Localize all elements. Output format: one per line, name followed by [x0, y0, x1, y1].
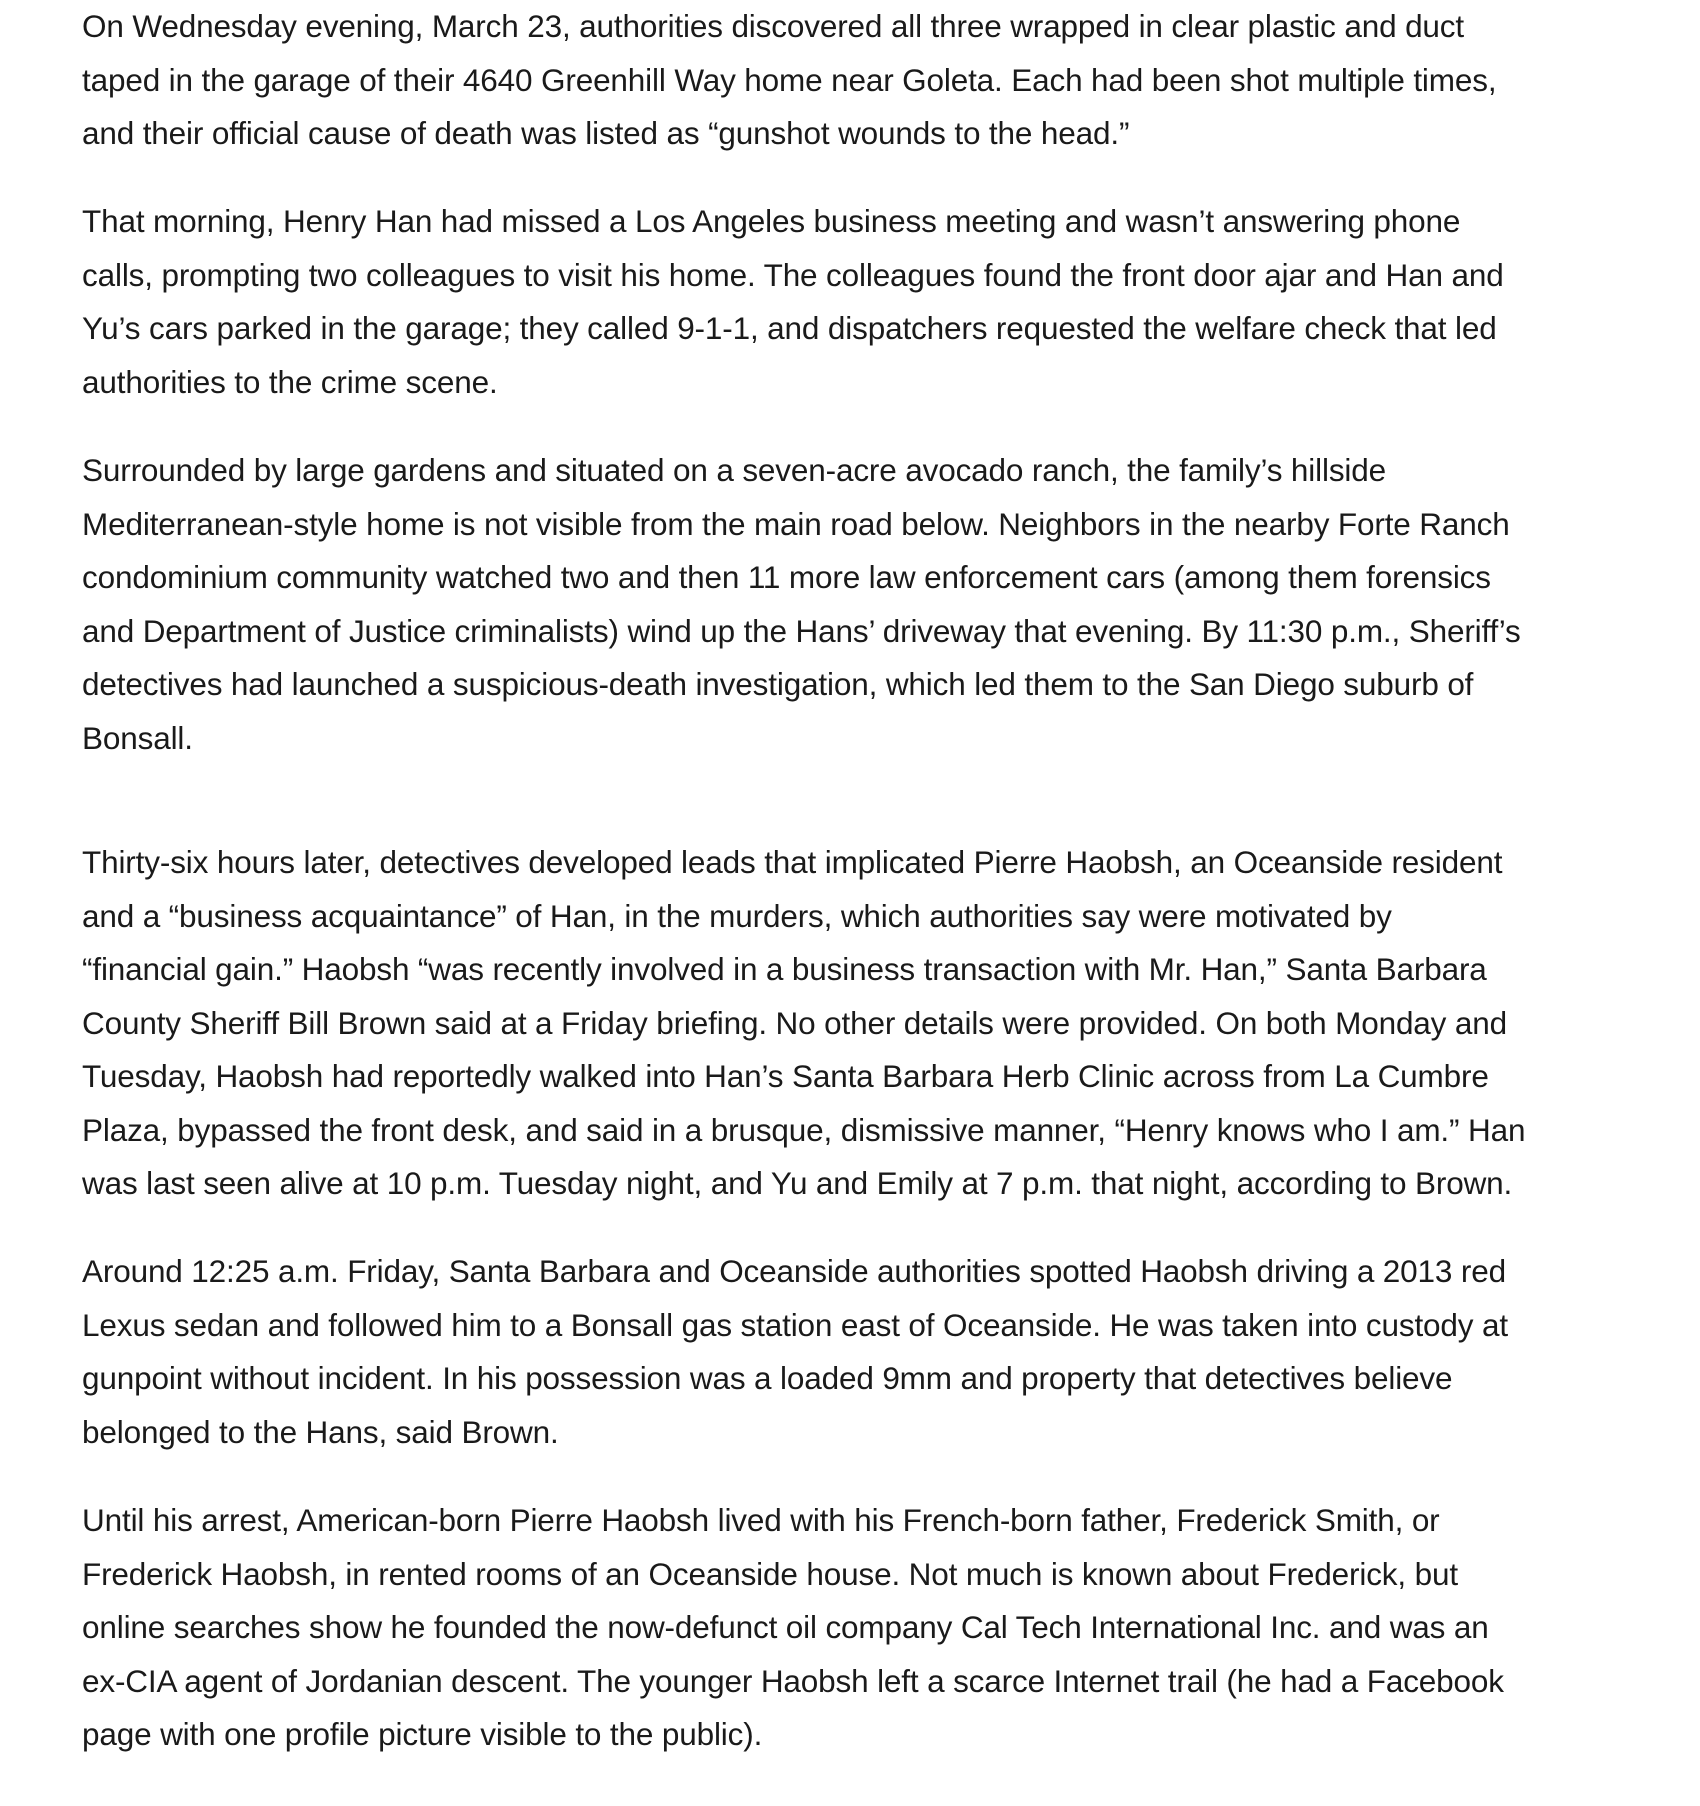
- text-line: page with one profile picture visible to the public).: [82, 1716, 763, 1752]
- text-line: online searches show he founded the now-defunct oil company Cal Tech International Inc. and was an: [82, 1609, 1489, 1645]
- text-line: condominium community watched two and then 11 more law enforcement cars (among them forensics: [82, 559, 1491, 595]
- text-line: gunpoint without incident. In his possession was a loaded 9mm and property that detectives believe: [82, 1360, 1453, 1396]
- text-line: County Sheriff Bill Brown said at a Friday briefing. No other details were provided. On both Monday and: [82, 1004, 1507, 1041]
- text-line: ex-CIA agent of Jordanian descent. The younger Haobsh left a scarce Internet trail (he had a Facebook: [82, 1662, 1504, 1699]
- text-line: was last seen alive at 10 p.m. Tuesday night, and Yu and Emily at 7 p.m. that night, according to Brown.: [82, 1165, 1513, 1201]
- text-line: “financial gain.” Haobsh “was recently involved in a business transaction with Mr. Han,” Santa Barbara: [82, 951, 1487, 987]
- paragraph-home: [82, 444, 1521, 765]
- paragraph-arrest: [82, 1245, 1508, 1459]
- text-line: and Department of Justice criminalists) wind up the Hans’ driveway that evening. By 11:30 p.m., Sheriff’s: [82, 612, 1521, 649]
- text-line: detectives had launched a suspicious-death investigation, which led them to the San Diego suburb of: [82, 666, 1474, 702]
- text-line: authorities to the crime scene.: [82, 363, 498, 400]
- paragraph-background: [82, 1494, 1504, 1762]
- text-line: and their official cause of death was listed as “gunshot wounds to the head.”: [82, 115, 1130, 151]
- text-line: calls, prompting two colleagues to visit his home. The colleagues found the front door ajar and Han and: [82, 256, 1504, 293]
- text-line: On Wednesday evening, March 23, authorities discovered all three wrapped in clear plastic and duct: [82, 8, 1465, 44]
- text-line: Lexus sedan and followed him to a Bonsall gas station east of Oceanside. He was taken into custody at: [82, 1306, 1508, 1343]
- text-line: Mediterranean-style home is not visible from the main road below. Neighbors in the nearby Forte Ranch: [82, 505, 1510, 542]
- text-line: Plaza, bypassed the front desk, and said in a brusque, dismissive manner, “Henry knows who I am.” Han: [82, 1111, 1526, 1148]
- text-line: Thirty-six hours later, detectives developed leads that implicated Pierre Haobsh, an Oceanside resident: [82, 844, 1503, 880]
- text-line: taped in the garage of their 4640 Greenhill Way home near Goleta. Each had been shot multiple times,: [82, 61, 1497, 98]
- text-line: Yu’s cars parked in the garage; they called 9-1-1, and dispatchers requested the welfare check that led: [82, 310, 1497, 346]
- text-line: Surrounded by large gardens and situated on a seven-acre avocado ranch, the family’s hillside: [82, 452, 1387, 488]
- text-line: Tuesday, Haobsh had reportedly walked into Han’s Santa Barbara Herb Clinic across from La Cumbre: [82, 1058, 1489, 1094]
- text-line: Until his arrest, American-born Pierre Haobsh lived with his French-born father, Frederick Smith, or: [82, 1502, 1440, 1538]
- paragraph-discovery: [82, 0, 1496, 161]
- paragraph-leads: [82, 836, 1525, 1211]
- text-line: belonged to the Hans, said Brown.: [82, 1413, 559, 1450]
- paragraph-morning: [82, 195, 1504, 409]
- text-line: That morning, Henry Han had missed a Los Angeles business meeting and wasn’t answering phone: [82, 203, 1461, 239]
- text-line: and a “business acquaintance” of Han, in the murders, which authorities say were motivated by: [82, 897, 1392, 934]
- text-line: Frederick Haobsh, in rented rooms of an Oceanside house. Not much is known about Frederick, but: [82, 1555, 1458, 1592]
- text-line: Around 12:25 a.m. Friday, Santa Barbara and Oceanside authorities spotted Haobsh driving a 2013 red: [82, 1253, 1506, 1289]
- text-line: Bonsall.: [82, 719, 193, 756]
